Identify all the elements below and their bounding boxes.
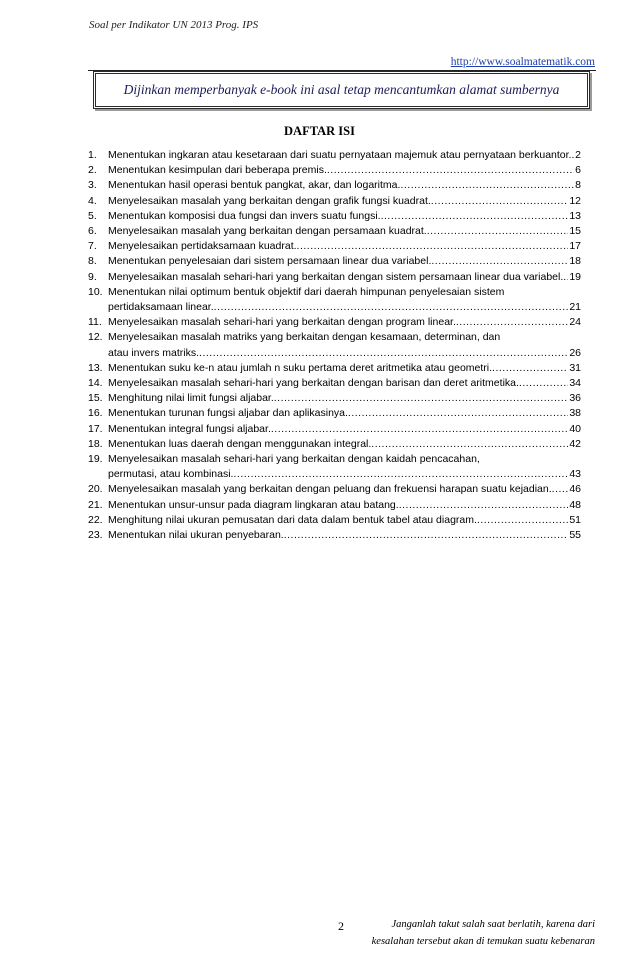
toc-entry-body: [108, 254, 581, 269]
toc-entry-line: [108, 239, 581, 254]
footer-quote-line: Janganlah takut salah saat berlatih, karena dari: [391, 919, 595, 930]
toc-entry-line: [108, 224, 581, 239]
toc-entry-page: 42: [569, 437, 581, 450]
toc-dot-leader: [477, 513, 568, 528]
toc-entry-body: [108, 239, 581, 254]
toc-entry-page: 55: [569, 529, 581, 542]
footer-quote-line: kesalahan tersebut akan di temukan suatu kebenaran: [371, 936, 595, 947]
toc-dot-leader: [274, 391, 569, 406]
toc-entry-page: 8: [575, 179, 581, 192]
toc-entry-number: 11.: [88, 316, 102, 329]
toc-entry-text-line: Menyelesaikan masalah sehari-hari yang berkaitan dengan kaidah pencacahan,: [108, 453, 480, 466]
toc-entry-number: 15.: [88, 392, 103, 405]
toc-entry-title: Menentukan komposisi dua fungsi dan invers suatu fungsi.: [108, 209, 381, 222]
toc-entry-line: [108, 209, 581, 224]
header-subtitle: Soal per Indikator UN 2013 Prog. IPS: [89, 19, 259, 31]
toc-entry-page: 2: [575, 149, 581, 161]
toc-entry-number: 2.: [88, 164, 97, 177]
toc-title: DAFTAR ISI: [284, 124, 355, 138]
toc-dot-leader: [492, 361, 568, 376]
toc-entry-title: Menyelesaikan masalah yang berkaitan dengan grafik fungsi kuadrat.: [108, 194, 431, 207]
toc-entry-body: [108, 270, 581, 285]
toc-entry[interactable]: [88, 254, 581, 269]
toc-dot-leader: [519, 376, 568, 391]
toc-entry-number: 14.: [88, 377, 103, 390]
toc-entry-number: 19.: [88, 453, 103, 466]
toc-entry-title: Menentukan nilai ukuran penyebaran.: [108, 529, 284, 542]
toc-entry-line: [108, 315, 581, 330]
toc-entry[interactable]: [88, 498, 581, 513]
toc-entry-line: [108, 254, 581, 269]
toc-entry[interactable]: [88, 513, 581, 528]
toc-entry-page: 34: [569, 377, 581, 390]
toc-entry-body: [108, 315, 581, 330]
toc-entry-line: [108, 361, 581, 376]
toc-entry-number: 6.: [88, 225, 97, 238]
toc-entry-title: Menentukan kesimpulan dari beberapa premis.: [108, 164, 327, 177]
toc-entry-line: [108, 194, 581, 209]
toc-entry-page: 21: [569, 301, 581, 314]
toc-entry-number: 7.: [88, 240, 97, 253]
toc-entry-title: Menentukan suku ke-n atau jumlah n suku pertama deret aritmetika atau geometri.: [108, 361, 493, 374]
toc-dot-leader: [348, 406, 568, 421]
toc-entry-number: 16.: [88, 407, 103, 420]
toc-entry-page: 18: [569, 255, 581, 268]
toc-entry-number: 17.: [88, 422, 103, 435]
toc-entry-number: 10.: [88, 285, 103, 298]
table-of-contents: [88, 148, 581, 543]
toc-entry[interactable]: [88, 224, 581, 239]
toc-entry-title: Menentukan penyelesaian dari sistem persamaan linear dua variabel.: [108, 255, 432, 268]
toc-entry-page: 24: [569, 316, 581, 329]
toc-entry-number: 18.: [88, 437, 103, 450]
toc-entry-title: Menentukan ingkaran atau kesetaraan dari suatu pernyataan majemuk atau pernyataan berkuantor.: [108, 149, 572, 161]
toc-entry-page: 12: [569, 194, 581, 207]
toc-entry-body: [108, 406, 581, 421]
toc-entry-line: [108, 482, 581, 497]
toc-entry-line: [108, 163, 581, 178]
toc-entry-title: Menyelesaikan masalah sehari-hari yang berkaitan dengan sistem persamaan linear dua variabel.: [108, 270, 564, 283]
toc-dot-leader: [233, 467, 568, 482]
permission-banner: [93, 71, 590, 109]
toc-entry-body: [108, 391, 581, 406]
toc-entry-line: [108, 376, 581, 391]
toc-entry-title: Menentukan integral fungsi aljabar.: [108, 422, 271, 435]
toc-dot-leader: [431, 194, 569, 209]
toc-entry-body: [108, 330, 581, 360]
toc-entry-title: Menghitung nilai limit fungsi aljabar.: [108, 392, 274, 405]
toc-dot-leader: [371, 437, 568, 452]
toc-entry-number: 12.: [88, 331, 103, 344]
toc-entry-line: [108, 406, 581, 421]
toc-entry[interactable]: [88, 437, 581, 452]
toc-entry-page: 15: [569, 225, 581, 238]
toc-entry-page: 48: [569, 498, 581, 511]
toc-entry-title: atau invers matriks.: [108, 346, 200, 359]
toc-entry-page: 38: [569, 407, 581, 420]
toc-dot-leader: [427, 224, 569, 239]
toc-entry-line: [108, 391, 581, 406]
toc-entry-title: Menyelesaikan masalah sehari-hari yang berkaitan dengan barisan dan deret aritmetika.: [108, 377, 519, 390]
toc-entry-page: 36: [569, 392, 581, 405]
toc-entry-text-line: Menyelesaikan masalah matriks yang berkaitan dengan kesamaan, determinan, dan: [108, 331, 501, 344]
toc-entry-page: 13: [569, 209, 581, 222]
toc-dot-leader: [456, 315, 568, 330]
toc-entry-title: Menyelesaikan pertidaksamaan kuadrat.: [108, 240, 297, 253]
toc-entry[interactable]: [88, 148, 581, 163]
toc-entry-line: [108, 422, 581, 437]
toc-entry-line: [108, 178, 581, 193]
toc-entry-title: permutasi, atau kombinasi.: [108, 468, 234, 481]
toc-entry-body: [108, 513, 581, 528]
toc-entry-body: [108, 194, 581, 209]
toc-dot-leader: [381, 209, 569, 224]
toc-entry[interactable]: [88, 270, 581, 285]
toc-entry-number: 23.: [88, 529, 103, 542]
toc-entry-number: 3.: [88, 179, 97, 192]
toc-dot-leader: [399, 498, 569, 513]
toc-entry-page: 31: [569, 361, 581, 374]
toc-entry-body: [108, 163, 581, 178]
toc-entry-line: [108, 513, 581, 528]
toc-entry-number: 8.: [88, 255, 97, 268]
toc-dot-leader: [199, 346, 568, 361]
toc-entry-number: 4.: [88, 194, 97, 207]
toc-entry-number: 21.: [88, 498, 103, 511]
toc-entry-body: [108, 178, 581, 193]
toc-entry[interactable]: [88, 315, 581, 330]
toc-entry-line: [108, 346, 581, 361]
toc-entry-line: [108, 148, 581, 163]
toc-entry-title: Menyelesaikan masalah sehari-hari yang berkaitan dengan program linear.: [108, 316, 456, 329]
toc-entry-body: [108, 482, 581, 497]
toc-dot-leader: [327, 163, 574, 178]
toc-entry-title: Menentukan turunan fungsi aljabar dan aplikasinya.: [108, 407, 348, 420]
toc-entry-line: [108, 498, 581, 513]
toc-entry-title: Menentukan luas daerah dengan menggunakan integral.: [108, 437, 372, 450]
toc-entry-body: [108, 209, 581, 224]
toc-dot-leader: [284, 528, 569, 543]
toc-entry[interactable]: [88, 361, 581, 376]
toc-entry-number: 20.: [88, 483, 103, 496]
toc-entry[interactable]: [88, 482, 581, 497]
toc-dot-leader: [297, 239, 569, 254]
toc-entry[interactable]: [88, 239, 581, 254]
toc-entry-page: 26: [569, 346, 581, 359]
toc-entry[interactable]: [88, 528, 581, 543]
toc-entry[interactable]: [88, 452, 581, 482]
toc-entry-number: 13.: [88, 361, 103, 374]
page-number: 2: [338, 919, 344, 933]
toc-entry[interactable]: [88, 376, 581, 391]
toc-entry-body: [108, 528, 581, 543]
toc-entry-text-line: Menentukan nilai optimum bentuk objektif dari daerah himpunan penyelesaian sistem: [108, 285, 505, 298]
toc-dot-leader: [552, 482, 569, 497]
toc-entry-line: [108, 467, 581, 482]
toc-entry-title: Menentukan unsur-unsur pada diagram lingkaran atau batang.: [108, 498, 399, 511]
source-link[interactable]: http://www.soalmatematik.com: [450, 56, 595, 68]
toc-entry-title: Menentukan hasil operasi bentuk pangkat, akar, dan logaritma.: [108, 179, 401, 192]
toc-entry-number: 1.: [88, 149, 97, 161]
toc-entry-page: 46: [569, 483, 581, 496]
toc-entry-line: [108, 270, 581, 285]
toc-entry-body: [108, 376, 581, 391]
toc-entry-page: 19: [569, 270, 581, 283]
toc-entry-number: 5.: [88, 209, 97, 222]
toc-entry[interactable]: [88, 391, 581, 406]
toc-entry-body: [108, 224, 581, 239]
permission-banner-text: Dijinkan memperbanyak e-book ini asal tetap mencantumkan alamat sumbernya: [123, 82, 560, 97]
toc-entry-number: 9.: [88, 270, 97, 283]
toc-entry[interactable]: [88, 330, 581, 360]
toc-entry[interactable]: [88, 178, 581, 193]
toc-entry-title: pertidaksamaan linear.: [108, 301, 214, 314]
toc-entry-line: [108, 528, 581, 543]
toc-entry-line: [108, 300, 581, 315]
toc-entry-body: [108, 452, 581, 482]
toc-entry[interactable]: [88, 209, 581, 224]
toc-entry[interactable]: [88, 406, 581, 421]
toc-entry[interactable]: [88, 194, 581, 209]
toc-entry-page: 40: [569, 422, 581, 435]
toc-entry-number: 22.: [88, 513, 103, 526]
toc-entry-page: 43: [569, 468, 581, 481]
toc-entry-body: [108, 285, 581, 315]
toc-entry-page: 6: [575, 164, 581, 177]
toc-entry-page: 17: [569, 240, 581, 253]
toc-entry[interactable]: [88, 285, 581, 315]
toc-entry-page: 51: [569, 513, 581, 526]
toc-entry[interactable]: [88, 422, 581, 437]
toc-entry-body: [108, 148, 581, 163]
footer-quote: [295, 916, 595, 950]
toc-dot-leader: [214, 300, 569, 315]
toc-entry-title: Menyelesaikan masalah yang berkaitan dengan peluang dan frekuensi harapan suatu kejadian.: [108, 483, 552, 496]
toc-entry-title: Menyelesaikan masalah yang berkaitan dengan persamaan kuadrat.: [108, 225, 427, 238]
toc-entry-title: Menghitung nilai ukuran pemusatan dari data dalam bentuk tabel atau diagram.: [108, 513, 477, 526]
toc-entry-body: [108, 361, 581, 376]
toc-dot-leader: [400, 178, 574, 193]
toc-dot-leader: [271, 422, 568, 437]
toc-entry[interactable]: [88, 163, 581, 178]
toc-entry-line: [108, 437, 581, 452]
toc-entry-body: [108, 498, 581, 513]
toc-entry-body: [108, 422, 581, 437]
toc-dot-leader: [431, 254, 568, 269]
toc-entry-body: [108, 437, 581, 452]
